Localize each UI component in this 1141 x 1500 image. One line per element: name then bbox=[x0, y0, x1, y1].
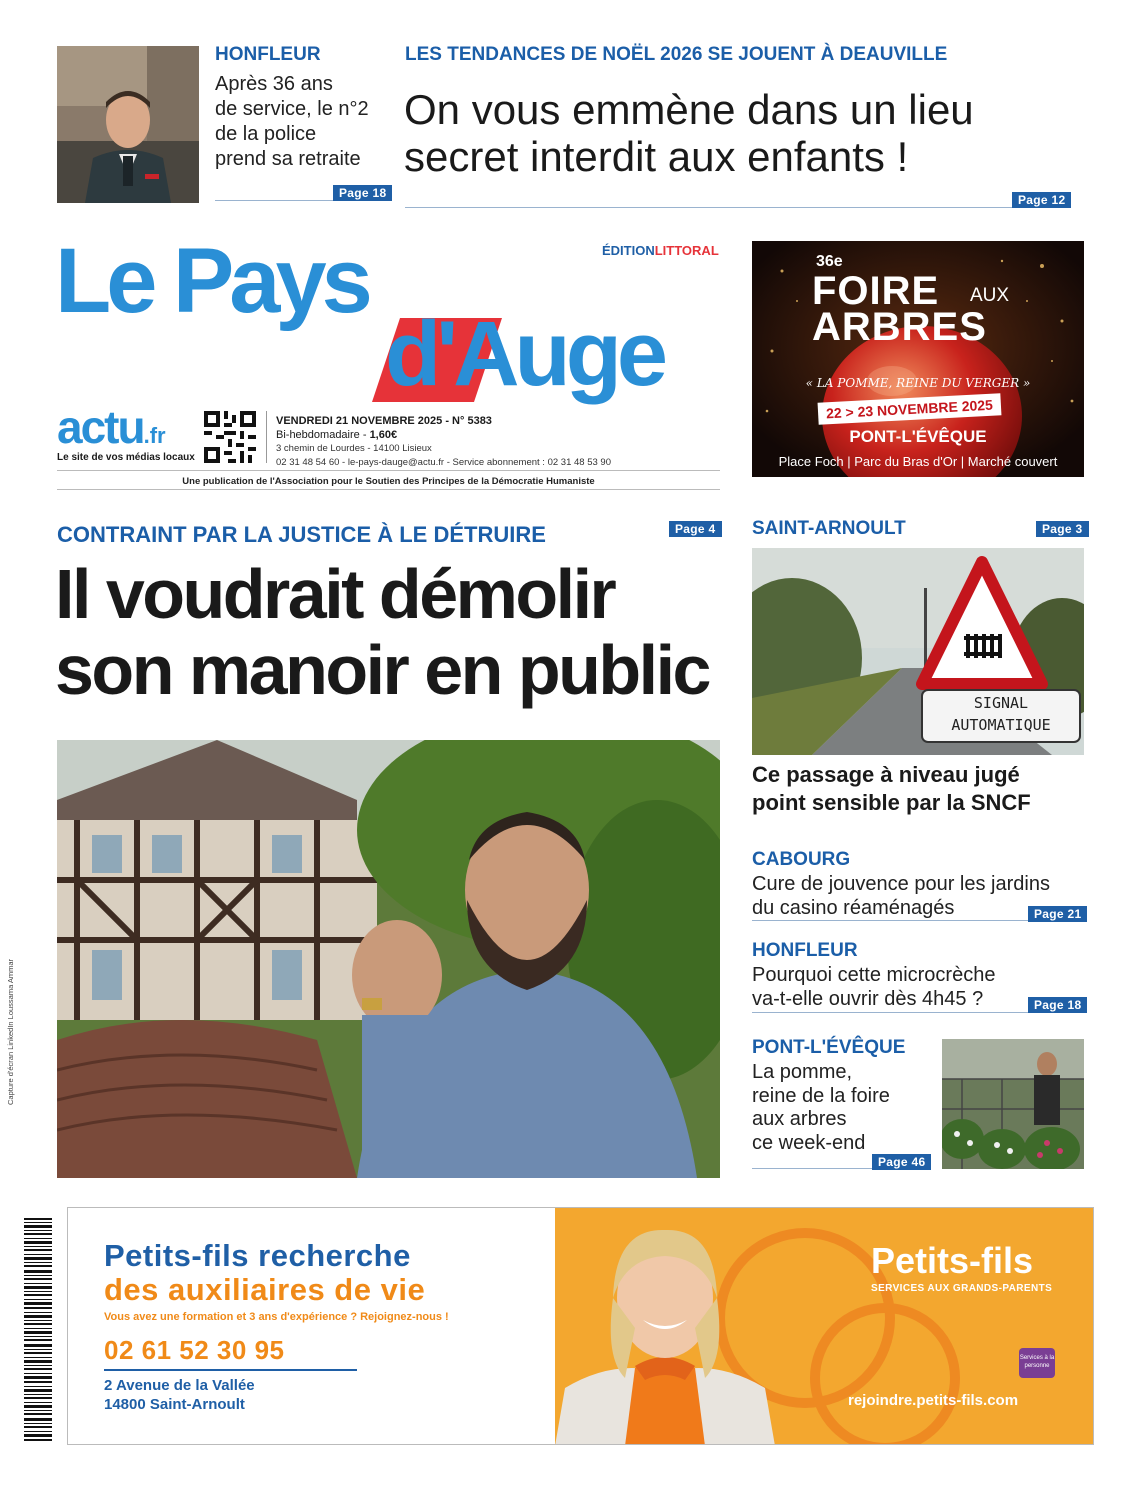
page-badge[interactable]: Page 18 bbox=[333, 185, 392, 201]
ad-slogan: « LA POMME, REINE DU VERGER » bbox=[805, 376, 1031, 390]
page-badge[interactable]: Page 12 bbox=[1012, 192, 1071, 208]
divider bbox=[57, 470, 720, 471]
sidebar-headline-line: point sensible par la SNCF bbox=[752, 790, 1031, 815]
ad-title-aux: AUX bbox=[970, 285, 1010, 306]
sidebar-teaser-line: reine de la foire bbox=[752, 1084, 890, 1107]
petits-fils-logo: Petits-fils bbox=[871, 1240, 1034, 1281]
actu-tld: .fr bbox=[143, 423, 166, 448]
page-badge[interactable]: Page 4 bbox=[669, 521, 722, 537]
sidebar-teaser-line: du casino réaménagés bbox=[752, 897, 955, 919]
sidebar-teaser[interactable] bbox=[752, 872, 1050, 920]
ad-title-arbres: ARBRES bbox=[812, 305, 987, 349]
sidebar-kicker: CABOURG bbox=[752, 849, 851, 870]
sidebar-teaser-line: aux arbres bbox=[752, 1108, 847, 1130]
road-sign-line: AUTOMATIQUE bbox=[951, 716, 1051, 734]
teaser-text-line: de la police bbox=[215, 123, 317, 145]
plant-nursery-photo bbox=[942, 1039, 1084, 1169]
sidebar-teaser-line: ce week-end bbox=[752, 1131, 866, 1154]
edition-name: LITTORAL bbox=[654, 243, 719, 258]
teaser-text[interactable] bbox=[215, 72, 369, 172]
ad-subtitle: Vous avez une formation et 3 ans d'expérience ? Rejoignez-nous ! bbox=[104, 1311, 449, 1323]
photo-credit: Capture d'écran LinkedIn Loussama Ammar bbox=[6, 958, 15, 1105]
divider bbox=[266, 411, 267, 463]
lead-headline-line: Il voudrait démolir bbox=[55, 555, 615, 633]
road-sign-line: SIGNAL bbox=[973, 694, 1029, 712]
newspaper-logo-line1: Le Pays bbox=[55, 230, 368, 332]
contacts: 02 31 48 54 60 - le-pays-dauge@actu.fr - Service abonnement : 02 31 48 53 90 bbox=[276, 457, 611, 468]
divider bbox=[57, 489, 720, 490]
ad-address-line: 2 Avenue de la Vallée bbox=[104, 1377, 255, 1394]
ad-title-foire: FOIRE bbox=[812, 269, 940, 313]
frequency: Bi-hebdomadaire - bbox=[276, 429, 370, 441]
barcode-icon bbox=[24, 1216, 52, 1444]
page-badge[interactable]: Page 21 bbox=[1028, 906, 1087, 922]
lead-headline[interactable] bbox=[55, 556, 709, 708]
services-seal-icon: Services à la personne bbox=[1019, 1348, 1055, 1378]
sidebar-teaser[interactable] bbox=[752, 963, 995, 1011]
level-crossing-photo bbox=[752, 548, 1084, 755]
sidebar-teaser-line: La pomme, bbox=[752, 1061, 853, 1083]
publication-line: Une publication de l'Association pour le Soutien des Principes de la Démocratie Humaniste bbox=[182, 476, 595, 487]
qr-code-icon[interactable] bbox=[204, 411, 256, 463]
sidebar-kicker: PONT-L'ÉVÊQUE bbox=[752, 1037, 906, 1058]
road-sign-text bbox=[922, 692, 1080, 736]
edition-prefix: ÉDITION bbox=[602, 243, 655, 258]
foire-aux-arbres-ad[interactable] bbox=[752, 241, 1084, 477]
teaser-text-line: prend sa retraite bbox=[215, 148, 361, 170]
address: 3 chemin de Lourdes - 14100 Lisieux bbox=[276, 443, 432, 454]
police-officer-photo bbox=[57, 46, 199, 203]
ad-title-line2: des auxiliaires de vie bbox=[104, 1272, 426, 1307]
lead-kicker: CONTRAINT PAR LA JUSTICE À LE DÉTRUIRE bbox=[57, 522, 546, 547]
teaser-headline-line: On vous emmène dans un lieu bbox=[404, 86, 974, 133]
ad-places: Place Foch | Parc du Bras d'Or | Marché couvert bbox=[778, 454, 1058, 469]
lead-headline-line: son manoir en public bbox=[55, 631, 709, 709]
actu-logo[interactable] bbox=[57, 401, 166, 453]
petits-fils-ad[interactable] bbox=[67, 1207, 1094, 1445]
sidebar-kicker: HONFLEUR bbox=[752, 940, 858, 961]
manor-owner-photo bbox=[57, 740, 720, 1178]
page-badge[interactable]: Page 46 bbox=[872, 1154, 931, 1170]
petits-fils-tagline: SERVICES AUX GRANDS-PARENTS bbox=[871, 1283, 1053, 1294]
sidebar-headline[interactable] bbox=[752, 761, 1031, 817]
edition-label bbox=[602, 243, 719, 258]
sidebar-kicker: SAINT-ARNOULT bbox=[752, 518, 906, 539]
page-badge[interactable]: Page 3 bbox=[1036, 521, 1089, 537]
page-badge[interactable]: Page 18 bbox=[1028, 997, 1087, 1013]
teaser-headline[interactable] bbox=[404, 86, 974, 180]
ad-address-line: 14800 Saint-Arnoult bbox=[104, 1396, 245, 1413]
teaser-kicker: LES TENDANCES DE NOËL 2026 SE JOUENT À DEAUVILLE bbox=[405, 44, 948, 65]
frequency-price bbox=[276, 428, 611, 442]
issue-line: VENDREDI 21 NOVEMBRE 2025 - N° 5383 bbox=[276, 415, 492, 427]
sidebar-teaser-line: va-t-elle ouvrir dès 4h45 ? bbox=[752, 988, 984, 1010]
sidebar-teaser-line: Cure de jouvence pour les jardins bbox=[752, 873, 1050, 895]
ad-dates: 22 > 23 NOVEMBRE 2025 bbox=[818, 393, 1002, 425]
teaser-kicker: HONFLEUR bbox=[215, 44, 321, 65]
sidebar-teaser-line: Pourquoi cette microcrèche bbox=[752, 964, 996, 986]
divider bbox=[104, 1369, 357, 1371]
actu-brand: actu bbox=[57, 401, 144, 453]
teaser-text-line: de service, le n°2 bbox=[215, 98, 369, 120]
teaser-headline-line: secret interdit aux enfants ! bbox=[404, 133, 909, 180]
ad-phone[interactable]: 02 61 52 30 95 bbox=[104, 1335, 285, 1365]
ad-url-link[interactable]: rejoindre.petits-fils.com bbox=[848, 1392, 1019, 1409]
ad-address bbox=[104, 1376, 255, 1414]
actu-tagline: Le site de vos médias locaux bbox=[57, 452, 195, 463]
price: 1,60€ bbox=[369, 429, 398, 441]
sidebar-headline-line: Ce passage à niveau jugé bbox=[752, 762, 1020, 787]
issue-info bbox=[276, 414, 611, 470]
ad-town: PONT-L'ÉVÊQUE bbox=[849, 427, 987, 446]
edition-number: 36e bbox=[816, 253, 843, 270]
newspaper-logo-line2: d'Auge bbox=[385, 303, 664, 405]
sidebar-teaser[interactable] bbox=[752, 1061, 890, 1155]
ad-title-line1: Petits-fils recherche bbox=[104, 1238, 411, 1273]
divider bbox=[405, 207, 1068, 208]
teaser-text-line: Après 36 ans bbox=[215, 73, 333, 95]
